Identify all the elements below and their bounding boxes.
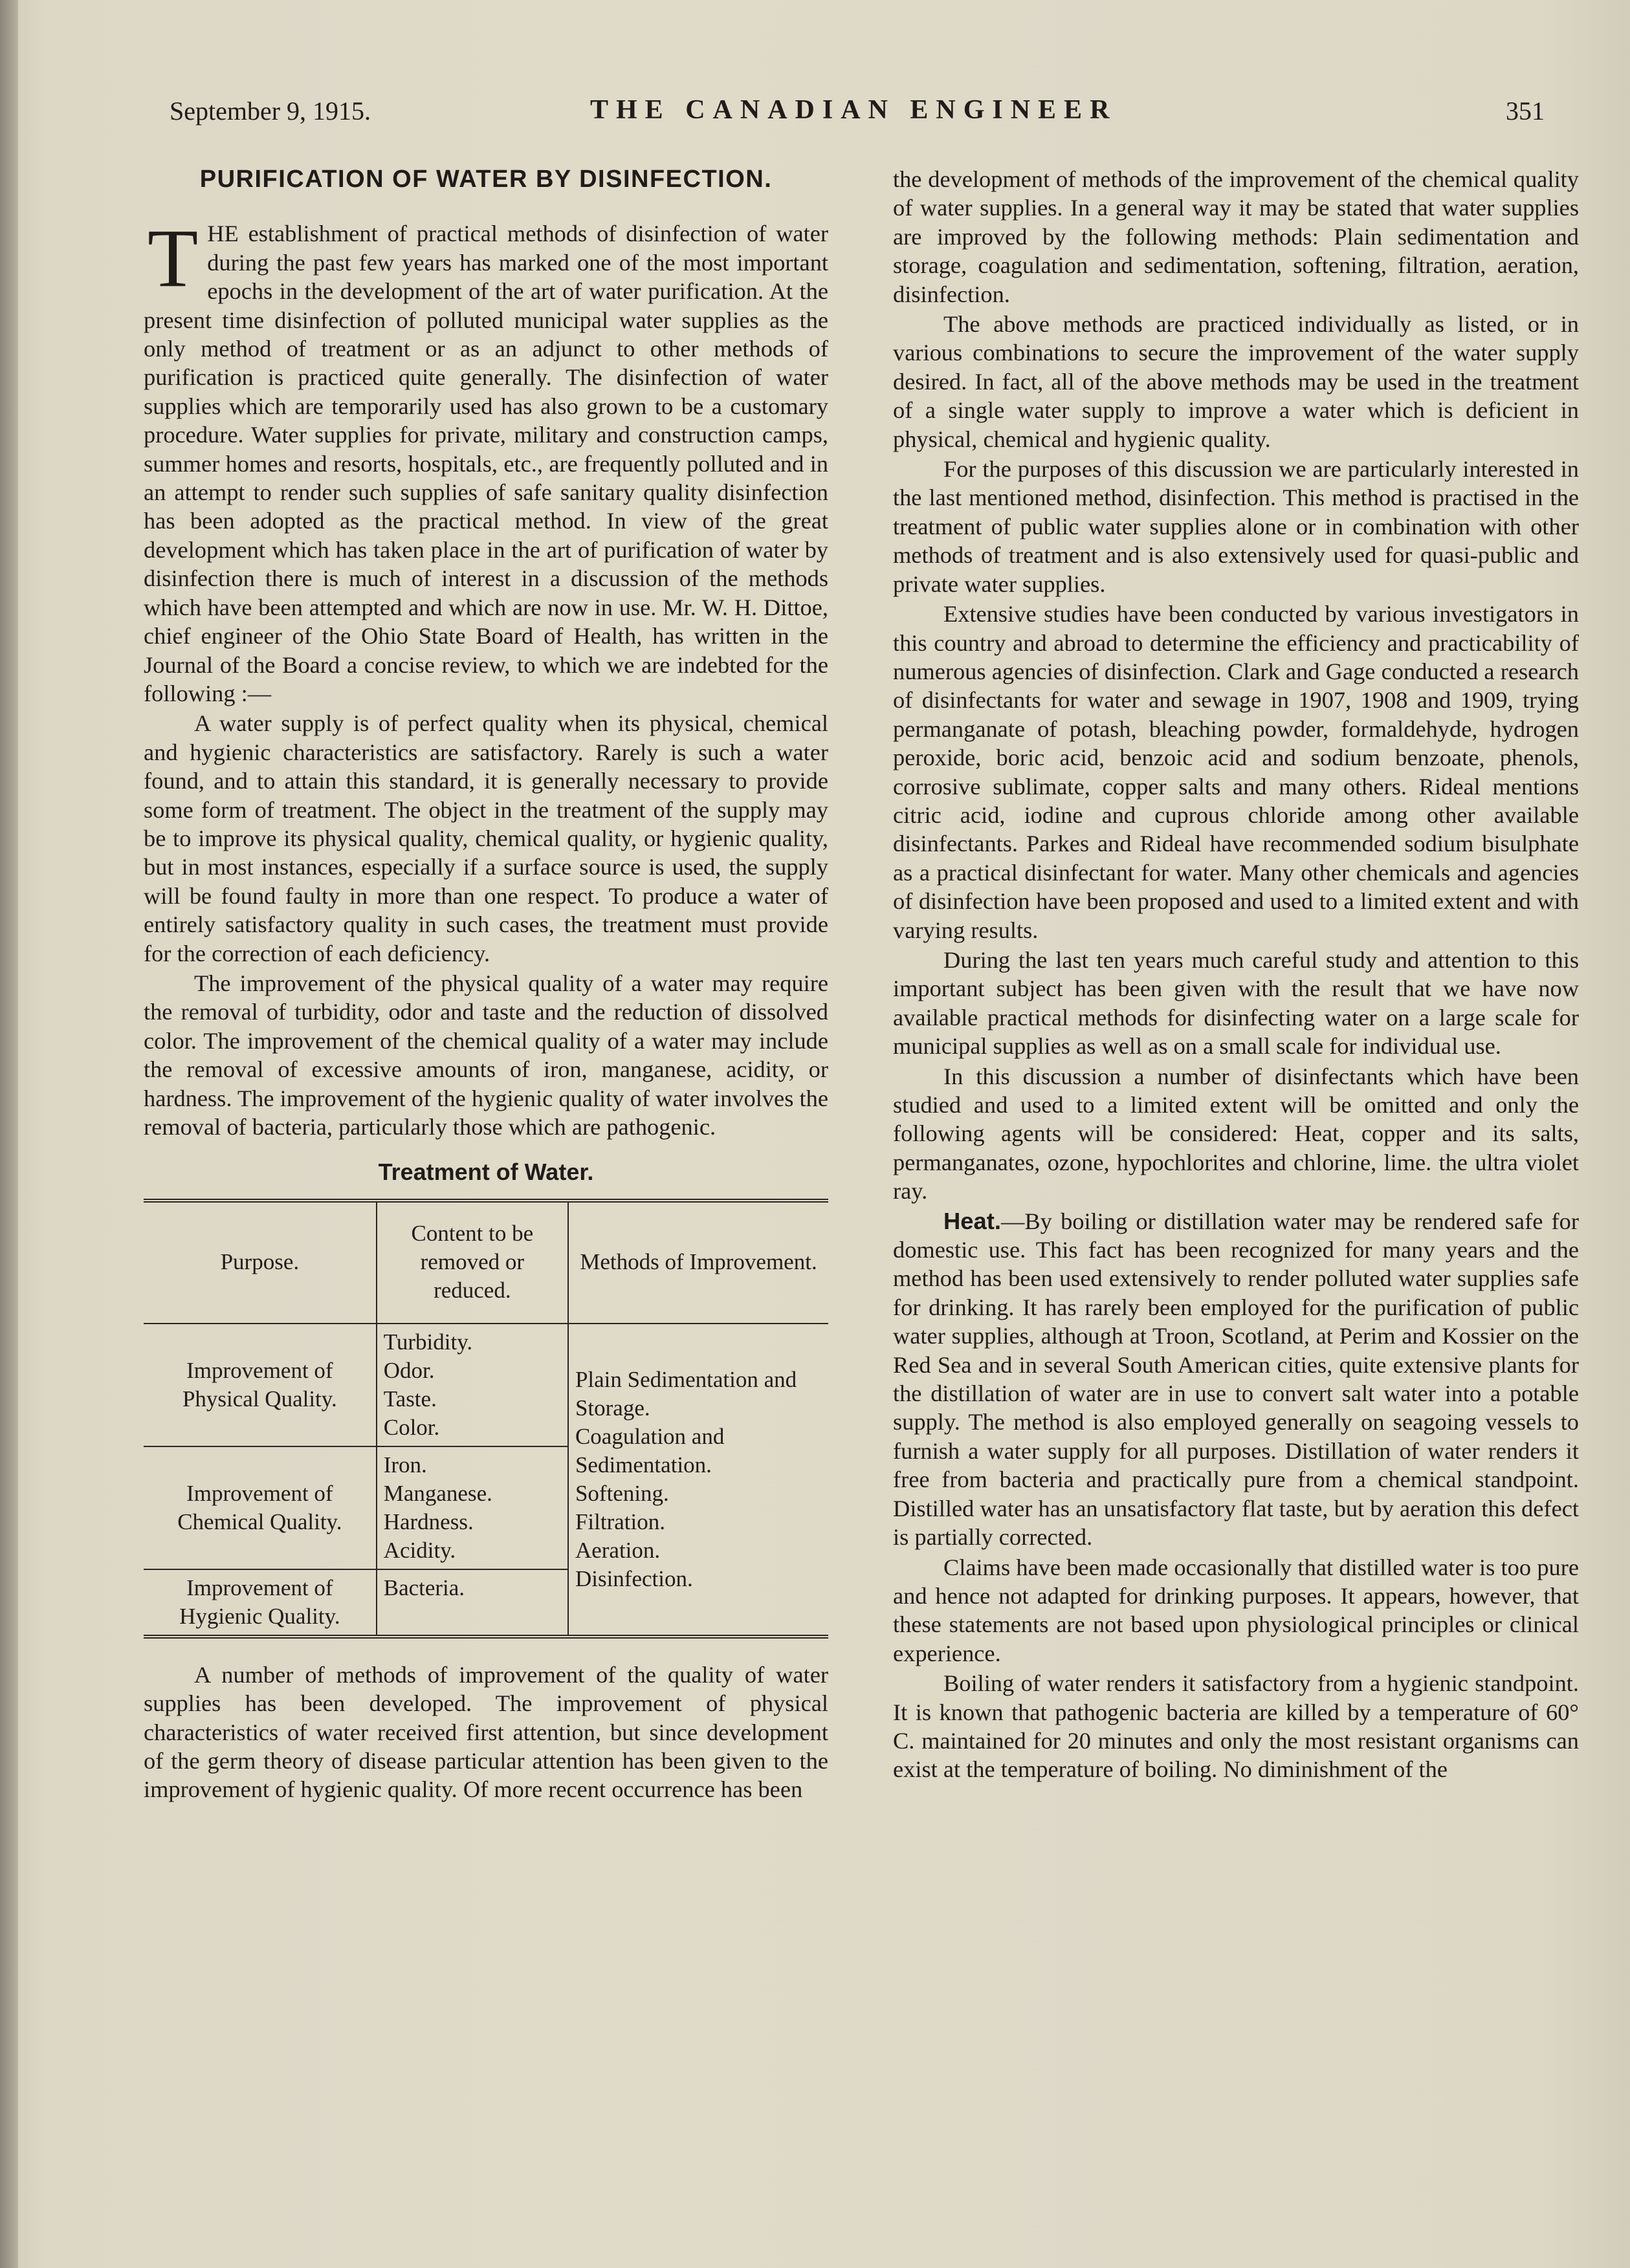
content-item: Bacteria. xyxy=(383,1575,465,1600)
issue-date: September 9, 1915. xyxy=(170,96,371,125)
paragraph-methods-continued: the development of methods of the improvement of the chemical quality of water supplies. In a general way it may be stated that water supplies are improved by the following methods: Plain sedimentation and storage, coagulation and sedimentation, softening, filtration, aeration, disinfection. xyxy=(893,166,1579,307)
method-item: Disinfection. xyxy=(575,1565,693,1591)
intro-text: HE establishment of practical methods of disinfection of water during the past few years has marked one of the most important epochs in the development of the art of water purification. At the present time disinfection of polluted municipal water supplies as the only method of treatment or as an adjunct to other methods of purification is practiced quite generally. The disinfection of water supplies which are temporarily used has also grown to be a customary procedure. Water supplies for private, military and construction camps, summer homes and resorts, hospitals, etc., are frequently polluted and in an attempt to render such supplies of safe sanitary quality disinfection has been adopted as the practical method. In view of the great development which has taken place in the art of purification of water by disinfection there is much of interest in a discussion of the methods which have been attempted and which are now in use. Mr. W. H. Dittoe, chief engineer of the Ohio State Board of Health, has written in the Journal of the Board a concise review, to which we are indebted for the following :— xyxy=(144,221,828,706)
paragraph-last-decade: During the last ten years much careful study and attention to this important subject has been given with the result that we have now available practical methods for disinfecting water on a large scale for municipal supplies as well as on a small scale for individual use. xyxy=(893,946,1579,1060)
header-purpose: Purpose. xyxy=(144,1201,377,1324)
table-title: Treatment of Water. xyxy=(378,1159,594,1186)
treatment-table xyxy=(144,1199,828,1639)
content-item: Hardness. xyxy=(383,1509,474,1534)
method-item: Softening. xyxy=(575,1480,669,1506)
paragraph-claims: Claims have been made occasionally that distilled water is too pure and hence not adapted for drinking purposes. It appears, however, that these statements are not based upon physiological principles or clinical experience. xyxy=(893,1554,1579,1666)
content-cell xyxy=(377,1446,568,1569)
paragraph-studies: Extensive studies have been conducted by various investigators in this country and abroad to determine the efficiency and practicability of numerous agencies of disinfection. Clark and Gage conducted a research of disinfectants for water and sewage in 1907, 1908 and 1909, trying permanganate of potash, bleaching powder, formaldehyde, hydrogen peroxide, boric acid, benzoic acid and sodium benzoate, phenols, corrosive sublimate, copper salts and many others. Rideal mentions citric acid, iodine and cuprous chloride among other available disinfectants. Parkes and Rideal have recommended sodium bisulphate as a practical disinfectant for water. Many other chemicals and agencies of disinfection have been proposed and used to a limited extent and with varying results. xyxy=(893,601,1579,943)
content-cell xyxy=(377,1569,568,1637)
method-item: Filtration. xyxy=(575,1509,665,1534)
paragraph-boiling: Boiling of water renders it satisfactory from a hygienic standpoint. It is known that pathogenic bacteria are killed by a temperature of 60° C. maintained for 20 minutes and only the most resistant organisms can exist at the temperature of boiling. No diminishment of the xyxy=(893,1670,1579,1783)
content-item: Odor. xyxy=(383,1357,435,1383)
method-item: Aeration. xyxy=(575,1537,661,1563)
method-item: Plain Sedimentation and Storage. xyxy=(575,1366,797,1421)
method-item: Coagulation and Sedimentation. xyxy=(575,1423,725,1477)
page-binding-shadow xyxy=(0,0,18,2268)
drop-cap: T xyxy=(148,212,199,305)
article-title: PURIFICATION OF WATER BY DISINFECTION. xyxy=(199,166,773,193)
content-item: Acidity. xyxy=(383,1537,456,1563)
paragraph-perfect-quality: A water supply is of perfect quality when its physical, chemical and hygienic characteristics are satisfactory. Rarely is such a water found, and to attain this standard, it is generally necessary to provide some form of treatment. The object in the treatment of the supply may be to improve its physical quality, chemical quality, or hygienic quality, but in most instances, especially if a surface source is used, the supply will be found faulty in more than one respect. To produce a water of entirely satisfactory quality in such cases, the treatment must provide for the correction of each deficiency. xyxy=(144,710,828,966)
purpose-cell: Improvement of Hygienic Quality. xyxy=(179,1575,340,1629)
heat-subheading: Heat. xyxy=(943,1207,1001,1234)
table-header-row xyxy=(144,1201,828,1324)
paragraph-agents: In this discussion a number of disinfectants which have been studied and used to a limited extent will be omitted and only the following agents will be considered: Heat, copper and its salts, permanganates, ozone, hypochlorites and chlorine, lime. the ultra violet ray. xyxy=(893,1063,1579,1205)
running-header xyxy=(170,91,1545,129)
right-column xyxy=(893,165,1579,1784)
content-item: Color. xyxy=(383,1414,440,1440)
header-content: Content to be removed or reduced. xyxy=(377,1201,568,1324)
table-row xyxy=(144,1324,828,1446)
paragraph-methods-developed: A number of methods of improvement of the quality of water supplies has been developed. The improvement of physical characteristics of water received first attention, but since development of the germ theory of disease particular attention has been given to the improvement of hygienic quality. Of more recent occurrence has been xyxy=(144,1661,828,1803)
content-cell xyxy=(377,1324,568,1446)
content-item: Taste. xyxy=(383,1386,437,1412)
heat-text: —By boiling or distillation water may be rendered safe for domestic use. This fact has been recognized for many years and the method has been used extensively to render polluted water supplies safe for drinking. It has rarely been employed for the purification of public water supplies, although at Troon, Scotland, at Perim and Kossier on the Red Sea and in several South American cities, quite extensive plants for the distillation of water are in use to convert salt water into a potable supply. The method is also employed generally on seagoing vessels to furnish a water supply for all purposes. Distillation of water renders it free from bacteria and practically pure from a chemical standpoint. Distilled water has an unsatisfactory flat taste, but by aeration this defect is partially corrected. xyxy=(893,1208,1579,1551)
left-column xyxy=(144,165,828,1804)
journal-title: THE CANADIAN ENGINEER xyxy=(590,95,1118,125)
paragraph-purposes: For the purposes of this discussion we are particularly interested in the last mentioned method, disinfection. This method is practised in the treatment of public water supplies alone or in combination with other methods of treatment and is also extensively used for quasi-public and private water supplies. xyxy=(893,456,1579,597)
page-number: 351 xyxy=(1506,96,1545,125)
content-item: Manganese. xyxy=(383,1480,492,1506)
purpose-cell: Improvement of Chemical Quality. xyxy=(144,1446,377,1569)
purpose-cell: Improvement of Physical Quality. xyxy=(144,1324,377,1446)
content-item: Turbidity. xyxy=(383,1329,473,1355)
header-methods: Methods of Improvement. xyxy=(568,1201,828,1324)
paragraph-combinations: The above methods are practiced individually as listed, or in various combinations to secure the improvement of the water supply desired. In fact, all of the above methods may be used in the treatment of a single water supply to improve a water which is deficient in physical, chemical and hygienic quality. xyxy=(893,311,1579,452)
paragraph-heat xyxy=(893,1207,1579,1552)
methods-cell xyxy=(568,1324,828,1637)
intro-paragraph xyxy=(144,212,828,708)
content-item: Iron. xyxy=(383,1452,427,1477)
paragraph-improvement: The improvement of the physical quality of a water may require the removal of turbidity, odor and taste and the reduction of dissolved color. The improvement of the chemical quality of a water may include the removal of excessive amounts of iron, manganese, acidity, or hardness. The improvement of the hygienic quality of water involves the removal of bacteria, particularly those which are pathogenic. xyxy=(144,970,828,1140)
